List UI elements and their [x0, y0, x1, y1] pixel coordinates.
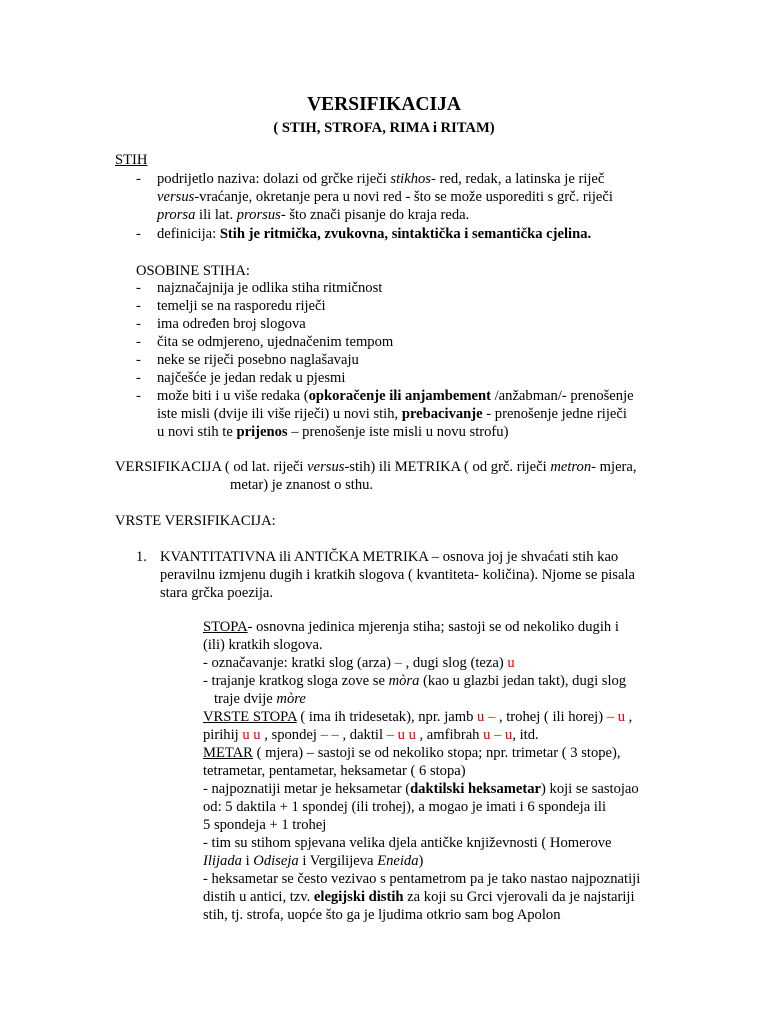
metar-label: METAR [203, 745, 253, 761]
stopa-line-1: STOPA- osnovna jedinica mjerenja stiha; sastoji se od nekoliko dugih i [203, 619, 619, 635]
bullet-dash: - [136, 171, 141, 187]
metar-line-8: - heksametar se često vezivao s pentametrom pa je tako nastao najpoznatiji [203, 871, 641, 887]
bullet-dash: - [136, 280, 141, 296]
stih-heading: STIH [115, 152, 148, 168]
vrste-versifikacija-heading: VRSTE VERSIFIKACIJA: [115, 513, 276, 529]
stih-origin-line-2: versus-vraćanje, okretanje pera u novi red - što se može usporediti s grč. riječi [157, 189, 613, 205]
list-number: 1. [136, 549, 147, 565]
osobina-opkoracenje-line-3: u novi stih te prijenos – prenošenje iste misli u novu strofu) [157, 424, 509, 440]
stopa-line-2: (ili) kratkih slogova. [203, 637, 323, 653]
kvantitativna-line-2: peravilnu izmjenu dugih i kratkih slogova ( kvantiteta- količina). Njome se pisala [160, 567, 635, 583]
osobina-item: ima određen broj slogova [157, 316, 306, 332]
stih-origin-line-3: prorsa ili lat. prorsus- što znači pisanje do kraja reda. [157, 207, 470, 223]
stih-definition: definicija: Stih je ritmička, zvukovna, sintaktička i semantička cjelina. [157, 226, 592, 242]
kvantitativna-line-3: stara grčka poezija. [160, 585, 274, 601]
versifikacija-definition-line-2: metar) je znanost o sthu. [230, 477, 374, 493]
stopa-label: STOPA [203, 619, 248, 635]
vrste-stopa-line-1: VRSTE STOPA ( ima ih tridesetak), npr. jamb u – , trohej ( ili horej) – u , [203, 709, 633, 725]
metar-line-9: distih u antici, tzv. elegijski distih za koji su Grci vjerovali da je najstariji [203, 889, 635, 905]
metar-line-10: stih, tj. strofa, uopće što ga je ljudima otkrio sam bog Apolon [203, 907, 561, 923]
vrste-stopa-label: VRSTE STOPA [203, 709, 297, 725]
stopa-trajanje-line-2: traje dvije mòre [214, 691, 306, 707]
bullet-dash: - [136, 334, 141, 350]
osobina-item: najznačajnija je odlika stiha ritmičnost [157, 280, 383, 296]
osobina-item: neke se riječi posebno naglašavaju [157, 352, 359, 368]
stopa-oznacavanje: - označavanje: kratki slog (arza) – , dugi slog (teza) u [203, 655, 515, 671]
metar-line-1: METAR ( mjera) – sastoji se od nekoliko stopa; npr. trimetar ( 3 stope), [203, 745, 621, 761]
bullet-dash: - [136, 388, 141, 404]
metar-line-5: 5 spondeja + 1 trohej [203, 817, 327, 833]
kvantitativna-line-1: KVANTITATIVNA ili ANTIČKA METRIKA – osnova joj je shvaćati stih kao [160, 549, 619, 565]
osobine-heading: OSOBINE STIHA: [136, 263, 250, 279]
metar-line-2: tetrametar, pentametar, heksametar ( 6 stopa) [203, 763, 466, 779]
stih-origin-line-1: podrijetlo naziva: dolazi od grčke riječi stikhos- red, redak, a latinska je riječ [157, 171, 605, 187]
bullet-dash: - [136, 316, 141, 332]
metar-line-3: - najpoznatiji metar je heksametar (daktilski heksametar) koji se sastojao [203, 781, 639, 797]
bullet-dash: - [136, 298, 141, 314]
metar-line-6: - tim su stihom spjevana velika djela antičke književnosti ( Homerove [203, 835, 612, 851]
metar-line-7: Ilijada i Odiseja i Vergilijeva Eneida) [203, 853, 424, 869]
document-subtitle: ( STIH, STROFA, RIMA i RITAM) [273, 120, 495, 136]
osobina-item: najčešće je jedan redak u pjesmi [157, 370, 346, 386]
bullet-dash: - [136, 370, 141, 386]
versifikacija-definition-line-1: VERSIFIKACIJA ( od lat. riječi versus-stih) ili METRIKA ( od grč. riječi metron- mjera, [115, 459, 637, 475]
bullet-dash: - [136, 352, 141, 368]
osobina-opkoracenje-line-2: iste misli (dvije ili više riječi) u novi stih, prebacivanje - prenošenje jedne riječi [157, 406, 627, 422]
document-title: VERSIFIKACIJA [307, 94, 461, 115]
osobina-item: temelji se na rasporedu riječi [157, 298, 326, 314]
osobina-opkoracenje-line-1: može biti i u više redaka (opkoračenje ili anjambement /anžabman/- prenošenje [157, 388, 634, 404]
vrste-stopa-line-2: pirihij u u , spondej – – , daktil – u u , amfibrah u – u, itd. [203, 727, 539, 743]
bullet-dash: - [136, 226, 141, 242]
metar-line-4: od: 5 daktila + 1 spondej (ili trohej), a mogao je imati i 6 spondeja ili [203, 799, 606, 815]
stopa-trajanje-line-1: - trajanje kratkog sloga zove se mòra (kao u glazbi jedan takt), dugi slog [203, 673, 627, 689]
osobina-item: čita se odmjereno, ujednačenim tempom [157, 334, 394, 350]
